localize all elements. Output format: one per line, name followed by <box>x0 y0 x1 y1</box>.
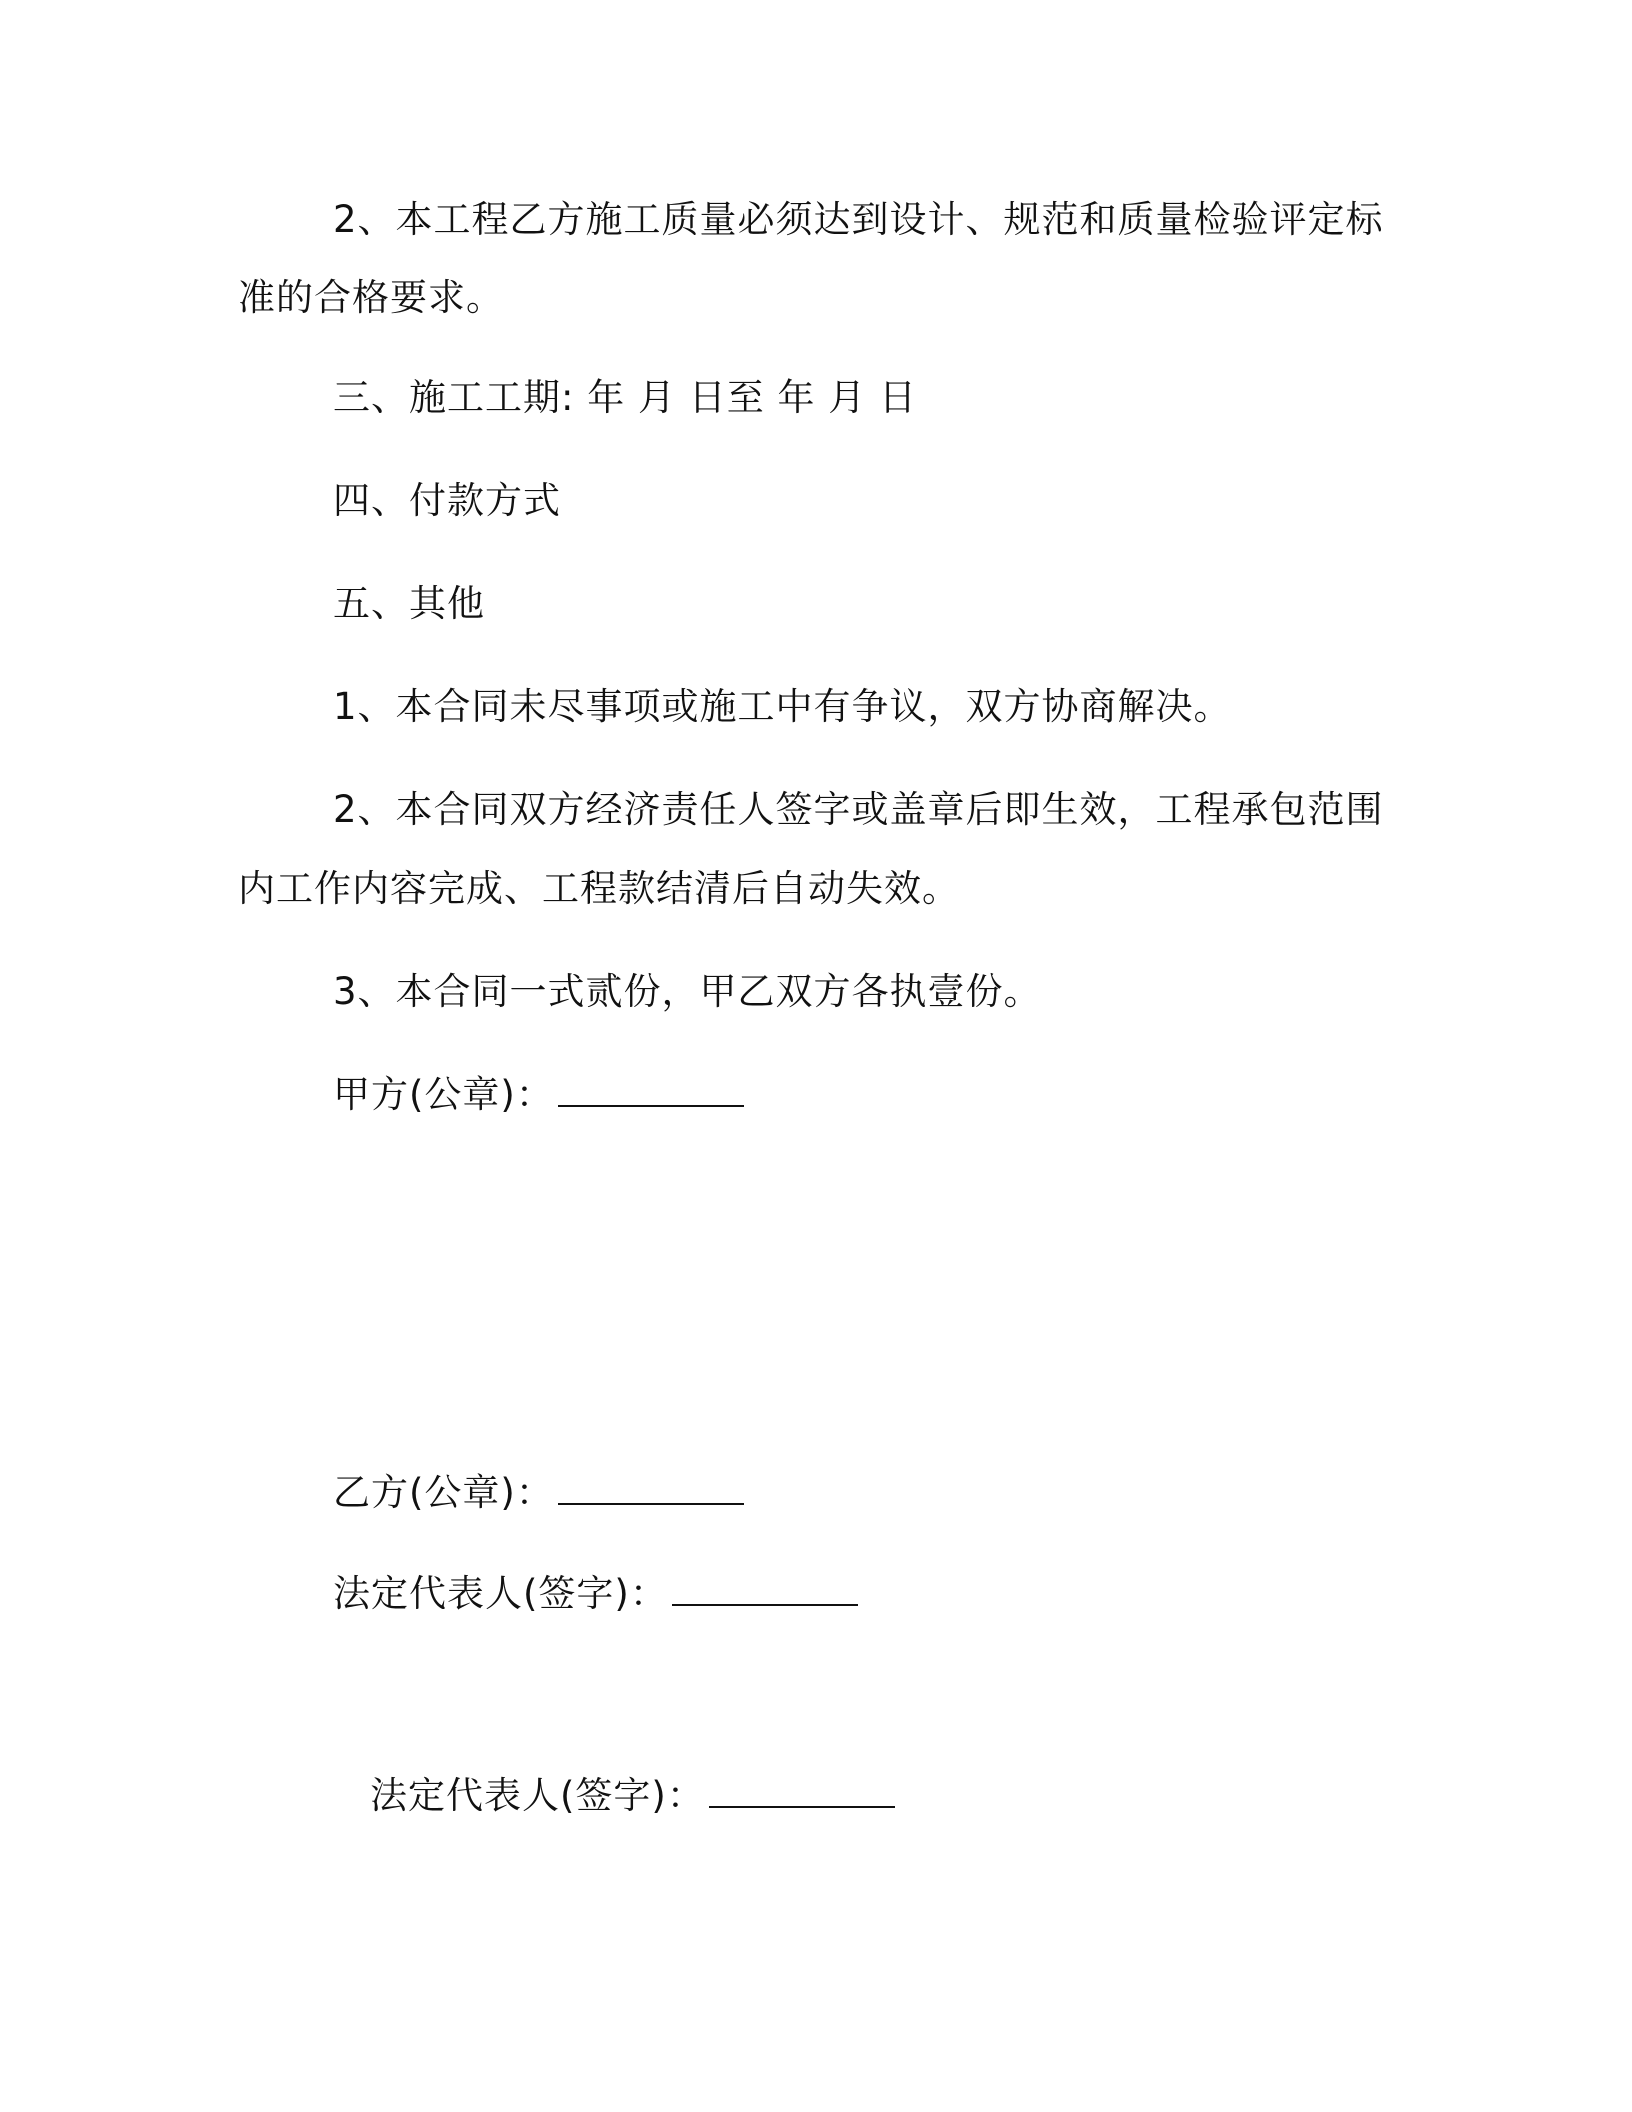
legal-rep-blank-2 <box>709 1776 895 1808</box>
legal-rep-blank-1 <box>672 1574 858 1606</box>
party-a-signature-line <box>333 1071 744 1119</box>
party-b-label: 乙方(公章)： <box>333 1471 554 1514</box>
legal-rep-label-1: 法定代表人(签字)： <box>333 1572 668 1615</box>
legal-rep-label-2: 法定代表人(签字)： <box>370 1774 705 1817</box>
clause2-quality-line1: 2、本工程乙方施工质量必须达到设计、规范和质量检验评定标 <box>333 198 1384 241</box>
party-a-blank <box>558 1075 744 1107</box>
other-clause-1: 1、本合同未尽事项或施工中有争议，双方协商解决。 <box>333 685 1232 728</box>
clause2-quality-line2: 准的合格要求。 <box>238 276 504 319</box>
other-clause-3: 3、本合同一式贰份，甲乙双方各执壹份。 <box>333 970 1042 1013</box>
legal-rep-signature-line-1 <box>333 1570 858 1618</box>
section3-construction-period: 三、施工工期: 年 月 日至 年 月 日 <box>333 376 918 419</box>
section5-other: 五、其他 <box>333 582 485 625</box>
legal-rep-signature-line-2 <box>370 1772 895 1820</box>
other-clause-2-line1: 2、本合同双方经济责任人签字或盖章后即生效，工程承包范围 <box>333 788 1384 831</box>
party-a-label: 甲方(公章)： <box>333 1073 554 1116</box>
section4-payment-method: 四、付款方式 <box>333 479 561 522</box>
party-b-signature-line <box>333 1469 744 1517</box>
other-clause-2-line2: 内工作内容完成、工程款结清后自动失效。 <box>238 867 960 910</box>
party-b-blank <box>558 1473 744 1505</box>
